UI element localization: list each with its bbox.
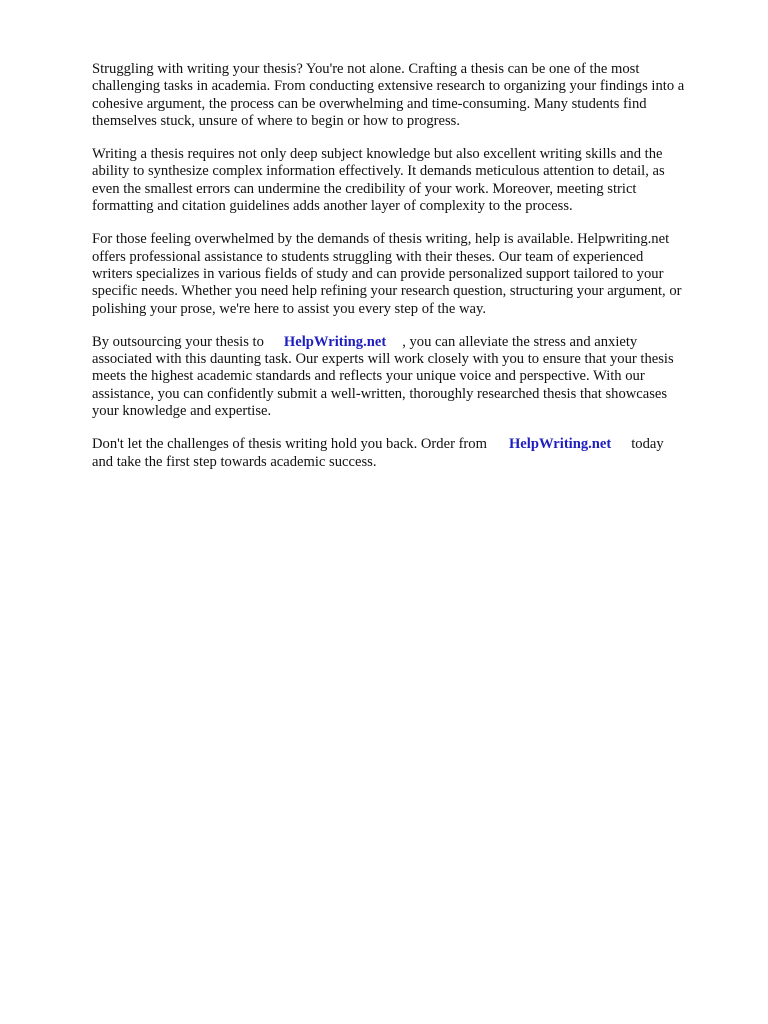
text-line: Writing a thesis requires not only deep subject knowledge but also excellent writing skills and the bbox=[92, 146, 663, 163]
text-line: and take the first step towards academic success. bbox=[92, 453, 377, 470]
helpwriting-link[interactable]: HelpWriting.net bbox=[283, 333, 387, 350]
text-line: formatting and citation guidelines adds another layer of complexity to the process. bbox=[92, 198, 573, 215]
text-line: assistance, you can confidently submit a well-written, thoroughly researched thesis that showcases bbox=[92, 385, 668, 402]
text-line: associated with this daunting task. Our experts will work closely with you to ensure that your thesis bbox=[92, 351, 674, 368]
text-line: offers professional assistance to students struggling with their theses. Our team of experienced bbox=[92, 248, 644, 265]
paragraph-help-available bbox=[92, 231, 732, 317]
helpwriting-link[interactable]: HelpWriting.net bbox=[508, 436, 612, 453]
text-line: even the smallest errors can undermine the credibility of your work. Moreover, meeting strict bbox=[92, 180, 637, 197]
text-line: polishing your prose, we're here to assist you every step of the way. bbox=[92, 300, 486, 317]
text-line: challenging tasks in academia. From conducting extensive research to organizing your findings into a bbox=[92, 78, 685, 95]
paragraph-requirements bbox=[92, 146, 732, 215]
text-line: your knowledge and expertise. bbox=[92, 403, 272, 420]
paragraph-outsourcing bbox=[92, 334, 732, 420]
text-line-with-link bbox=[92, 334, 732, 351]
text-line: ability to synthesize complex information effectively. It demands meticulous attention to detail, as bbox=[92, 163, 665, 180]
text-line-with-link bbox=[92, 436, 732, 453]
paragraph-intro bbox=[92, 61, 732, 130]
text-fragment: By outsourcing your thesis to bbox=[92, 333, 264, 350]
text-line: For those feeling overwhelmed by the demands of thesis writing, help is available. Helpwriting.net bbox=[92, 231, 670, 248]
text-fragment: Don't let the challenges of thesis writing hold you back. Order from bbox=[92, 436, 487, 453]
text-line: writers specializes in various fields of study and can provide personalized support tailored to your bbox=[92, 265, 664, 282]
text-fragment: , you can alleviate the stress and anxiety bbox=[402, 333, 638, 350]
text-line: themselves stuck, unsure of where to begin or how to progress. bbox=[92, 112, 461, 129]
document-page bbox=[92, 61, 732, 487]
text-line: cohesive argument, the process can be overwhelming and time-consuming. Many students find bbox=[92, 95, 647, 112]
text-line: Struggling with writing your thesis? You're not alone. Crafting a thesis can be one of the most bbox=[92, 61, 640, 77]
text-line: meets the highest academic standards and reflects your unique voice and perspective. With our bbox=[92, 368, 645, 385]
paragraph-call-to-action bbox=[92, 436, 732, 471]
text-line: specific needs. Whether you need help refining your research question, structuring your argument, or bbox=[92, 283, 682, 300]
text-fragment: today bbox=[631, 436, 664, 453]
